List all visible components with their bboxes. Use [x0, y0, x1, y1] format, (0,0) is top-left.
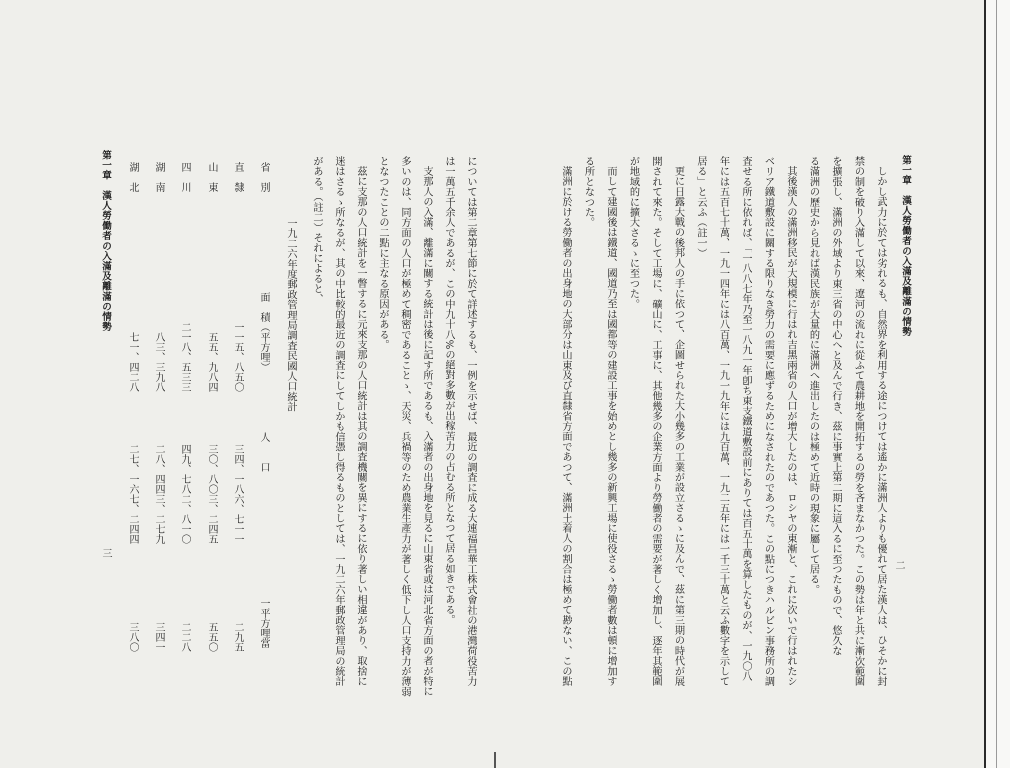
table-cell-population: 二七、一六七、二四四	[127, 444, 138, 544]
text-column: 開されて來た。そして工場に、礦山に、工事に、其他幾多の企業方面より勞働者の需要が著しく增加し、逐年其範圍	[650, 156, 661, 687]
table-row	[125, 0, 139, 768]
table-cell-province: 直 隸	[232, 162, 243, 192]
table-cell-province: 湖 南	[153, 162, 164, 192]
table-cell-area: 五五、九八四	[206, 332, 217, 392]
text-column: がある。（註二）それによると、	[311, 156, 322, 304]
text-column: については第二章第七節に於て詳述するも、一例を示せば、最近の調査に成る大連福昌華工株式會社の港灣荷役苦力	[465, 156, 476, 687]
text-column: る滿洲の歷史から見れば漢民族が大量的に滿洲へ進出したのは極めて近時の現象に屬して居る。	[807, 156, 819, 595]
book-edge-thin-line	[996, 0, 997, 768]
table-header-cell: 面 積（平方哩）	[258, 292, 269, 372]
running-head-right: 第一章 漢人勞働者の入滿及離滿の情勢	[900, 155, 911, 337]
page-edge-margin	[986, 0, 1010, 768]
text-column: 茲に支那の人口統計を一瞥するに元來支那の人口統計は其の調査機關を異にするに依り著しい相違があり、取捨に	[355, 166, 366, 687]
text-column: しかし武力に於ては劣れるも、自然界を利用する途につけては遙かに滿洲人よりも優れて居た漢人は、ひそかに封	[875, 166, 886, 687]
table-cell-area: 二一八、五三三	[179, 322, 190, 392]
text-column: 更に日露大戰の後邦人の手に依つて、企圖せられた大小幾多の工業が設立さるゝに及んで、茲に第三期の時代が展	[672, 166, 684, 687]
text-column: る所となつた。	[582, 156, 594, 228]
table-row	[151, 0, 165, 768]
table-title: 一九二六年度郵政管理局調査民國人口統計	[285, 218, 296, 412]
text-column: が地域的に擴大さるゝに至つた。	[627, 156, 639, 309]
page-number-left: 三	[100, 548, 111, 558]
text-column: 多いのは、同方面の人口が極めて稠密であることゝ、天災、兵禍等のため農業生產力が著しく低下し人口支持力が薄弱	[399, 156, 410, 697]
text-column: 査せる所に依れば、「一八八七年乃至一八九一年卽ち東支鐵道敷設前にありては百五十萬を算したものが、一九〇八	[740, 156, 751, 682]
text-column: 年には五百七十萬、一九一四年には八百萬、一九一九年には九百萬、一九二五年には一千三十萬と云ふ數字を示して	[717, 156, 729, 687]
table-cell-density: 五五〇	[206, 622, 217, 652]
running-head-left: 第一章 漢人勞働者の入滿及離滿の情勢	[100, 150, 111, 332]
table-cell-density: 二九五	[232, 622, 243, 652]
table-cell-province: 山 東	[206, 162, 217, 192]
text-column: ベリア鐵道敷設に關する限りなき勞力の需要に應ずるためになされたのであつた。この點につきハルビン事務所の調	[762, 156, 774, 687]
table-cell-density: 三八〇	[127, 622, 138, 652]
book-edge-line	[984, 0, 986, 768]
text-column: 居る」と云ふ（註一）	[695, 156, 706, 258]
table-row	[230, 0, 244, 768]
text-column: 其後漢人の滿洲移民が大規模に行はれ吉黑兩省の人口が增大したのは、ロシヤの東漸と、これに次いで行はれたシ	[785, 166, 796, 687]
gutter-mark	[494, 752, 496, 768]
table-cell-province: 湖 北	[127, 162, 138, 192]
table-row	[204, 0, 218, 768]
text-column: を擴張し、滿洲の外域より東三省の中心へと及んで行き、茲に事實上第二期に這入るに至つたもので、悠久な	[830, 156, 841, 656]
table-header-cell: 省 別	[258, 162, 269, 192]
text-column: 而して建國後は鐵道、國道乃至は國都等の建設工事を始めとし幾多の新興工場に使役さるゝ勞働者數は頓に增加す	[605, 166, 616, 687]
table-cell-population: 二八、四四三、二七九	[153, 444, 164, 544]
table-cell-province: 四 川	[179, 162, 190, 192]
table-cell-area: 一一五、八五〇	[232, 322, 243, 392]
table-cell-population: 三〇、八〇三、二四五	[206, 444, 217, 544]
table-header-cell: 人 口	[258, 432, 269, 472]
table-header-row	[256, 0, 270, 768]
table-cell-population: 三四、一八六、七一一	[232, 444, 243, 544]
table-cell-density: 三四一	[153, 622, 164, 652]
text-column: は一萬五千余人であるが、この中九十八%の絕對多數が出稼苦力の占むる所となつて居る如きである。	[443, 156, 454, 625]
text-column: 支那人の入滿、離滿に關する統計は後に記す所であるも、入滿者の出身地を見るに山東省或は河北省方面の者が特に	[421, 166, 432, 697]
table-header-cell: 一平方哩當	[258, 598, 269, 648]
table-cell-area: 七一、四二八	[127, 332, 138, 392]
table-cell-population: 四九、七八二、八一〇	[179, 444, 190, 544]
table-row	[177, 0, 191, 768]
table-cell-density: 二二八	[179, 622, 190, 652]
page-number-right: 二	[893, 560, 904, 570]
text-column: となつたことの二點に主なる原因がある。	[377, 156, 388, 350]
table-cell-area: 八三、三九八	[153, 332, 164, 392]
text-column: 迷はさるゝ所なるが、其の中比較的最近の調査にしてしかも信憑し得るものとしては、一九二六年郵政管理局の統計	[333, 156, 344, 687]
text-column: 禁の制を破り入滿して以來、遼河の流れに從ふて農耕地を開拓するの勞を吝まなかつた。この勢は年と共に漸次範圍	[852, 156, 864, 687]
text-column: 滿洲に於ける勞働者の出身地の大部分は山東及び直隸省方面であつて、滿洲土着人の割合は極めて尠ない、この點	[560, 166, 571, 687]
